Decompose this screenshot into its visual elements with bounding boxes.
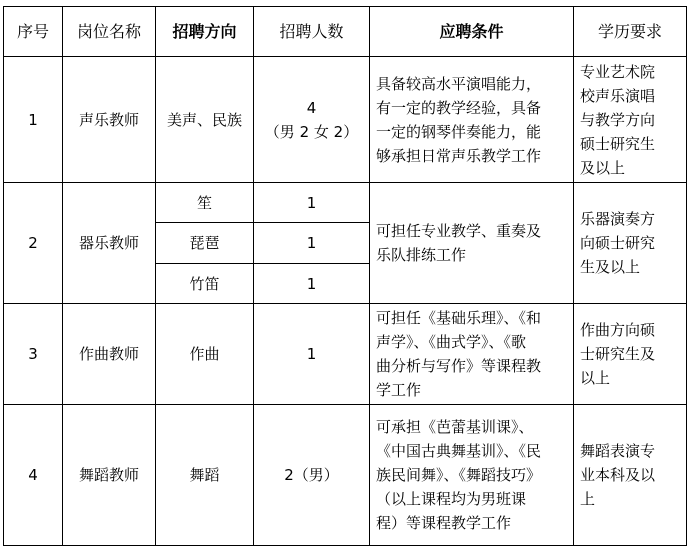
cell-no: 4	[4, 405, 63, 546]
cell-count: 1	[254, 264, 370, 304]
text-line: 够承担日常声乐教学工作	[376, 146, 542, 165]
text-line: 学工作	[376, 381, 422, 399]
cell-conditions	[370, 304, 574, 405]
text-line: 及以上	[580, 158, 626, 177]
header-row	[4, 7, 687, 57]
cell-direction: 作曲	[156, 304, 254, 405]
text-line: 专业艺术院	[580, 62, 656, 81]
cell-position: 作曲教师	[63, 304, 156, 405]
cell-education	[574, 183, 687, 304]
cell-direction: 舞蹈	[156, 405, 254, 546]
text-line: （以上课程均为男班课	[376, 490, 527, 508]
text-line: 可承担《芭蕾基训课》、	[376, 418, 534, 436]
cell-position: 舞蹈教师	[63, 405, 156, 546]
header-no: 序号	[4, 7, 63, 57]
text-line: 有一定的教学经验，具备	[376, 98, 542, 117]
text-line: 与教学方向	[580, 110, 656, 129]
text-line: 舞蹈表演专	[580, 442, 656, 460]
recruitment-table	[3, 6, 687, 546]
header-count: 招聘人数	[254, 7, 370, 57]
cell-position: 器乐教师	[63, 183, 156, 304]
cell-education	[574, 57, 687, 183]
cell-count: 1	[254, 223, 370, 264]
text-line: 以上	[580, 369, 611, 387]
text-line: 具备较高水平演唱能力，	[376, 74, 542, 93]
cell-no: 2	[4, 183, 63, 304]
table-row	[4, 304, 687, 405]
text-line: 4	[306, 98, 317, 117]
text-line: 可担任专业教学、重奏及	[376, 222, 542, 240]
cell-position: 声乐教师	[63, 57, 156, 183]
text-line: 向硕士研究	[580, 234, 656, 252]
text-line: 上	[580, 490, 596, 508]
cell-direction: 琵琶	[156, 223, 254, 264]
text-line: 声学》、《曲式学》、《歌	[376, 333, 527, 351]
cell-direction: 竹笛	[156, 264, 254, 304]
table-row	[4, 57, 687, 183]
text-line: 乐器演奏方	[580, 210, 656, 228]
header-education: 学历要求	[574, 7, 687, 57]
cell-conditions	[370, 183, 574, 304]
cell-education	[574, 304, 687, 405]
text-line: 乐队排练工作	[376, 246, 467, 264]
text-line: 一定的钢琴伴奏能力，能	[376, 122, 542, 141]
header-position: 岗位名称	[63, 7, 156, 57]
text-line: 士研究生及	[580, 345, 656, 363]
cell-no: 3	[4, 304, 63, 405]
cell-count: 2（男）	[254, 405, 370, 546]
cell-count: 1	[254, 304, 370, 405]
text-line: 生及以上	[580, 258, 641, 276]
text-line: 《中国古典舞基训》、《民	[376, 442, 542, 460]
cell-direction: 美声、民族	[156, 57, 254, 183]
text-line: 硕士研究生	[580, 134, 656, 153]
table-row	[4, 405, 687, 546]
cell-conditions	[370, 405, 574, 546]
text-line: 校声乐演唱	[580, 86, 656, 105]
cell-no: 1	[4, 57, 63, 183]
cell-conditions	[370, 57, 574, 183]
cell-count: 1	[254, 183, 370, 223]
cell-education	[574, 405, 687, 546]
text-line: 可担任《基础乐理》、《和	[376, 309, 542, 327]
text-line: 业本科及以	[580, 466, 656, 484]
text-line: 族民间舞》、《舞蹈技巧》	[376, 466, 542, 484]
table-row	[4, 183, 687, 223]
header-conditions: 应聘条件	[370, 7, 574, 57]
header-direction: 招聘方向	[156, 7, 254, 57]
text-line: （男 2 女 2）	[264, 122, 359, 141]
text-line: 曲分析与写作》等课程教	[376, 357, 542, 375]
cell-count	[254, 57, 370, 183]
cell-direction: 笙	[156, 183, 254, 223]
text-line: 程）等课程教学工作	[376, 514, 512, 532]
text-line: 作曲方向硕	[580, 321, 656, 339]
